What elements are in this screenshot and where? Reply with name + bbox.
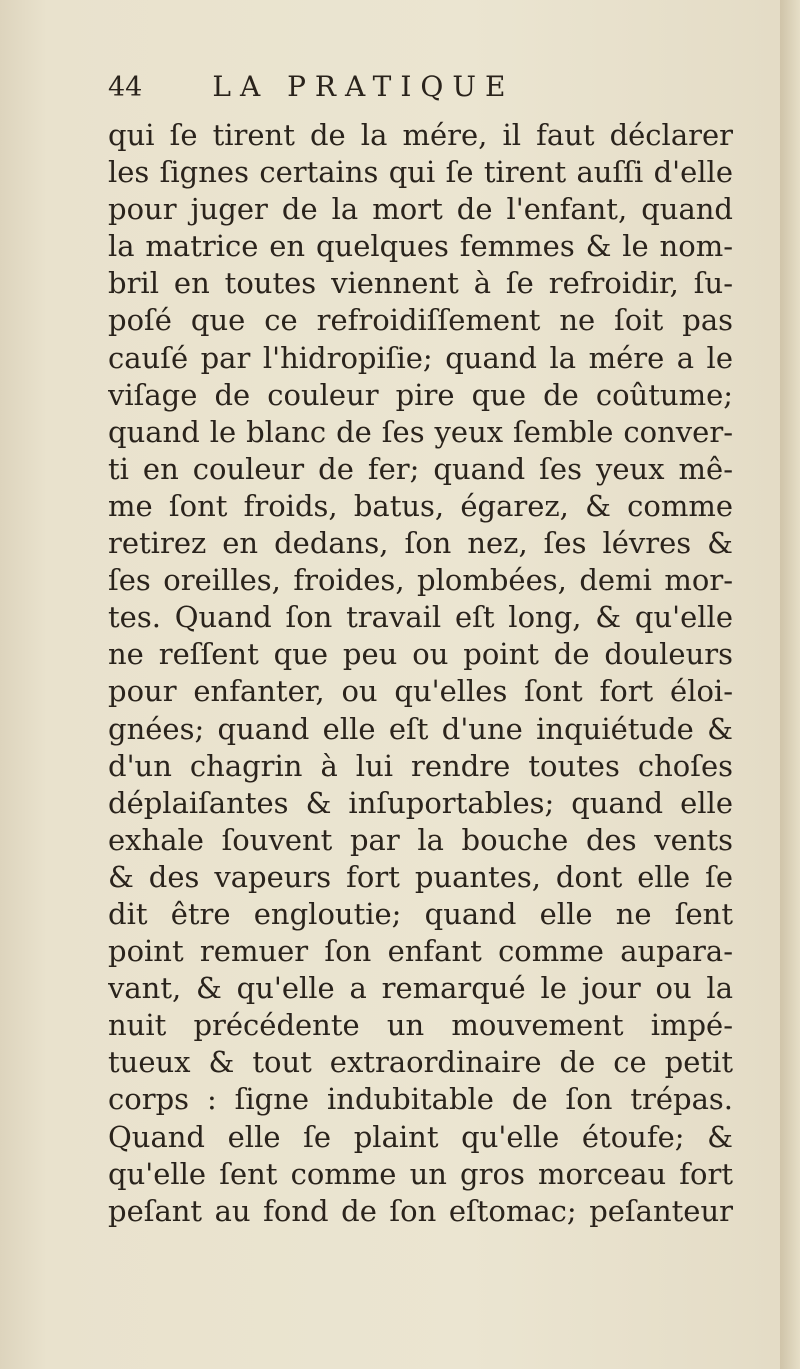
text-line: & des vapeurs fort puantes, dont elle ſe bbox=[108, 859, 733, 894]
text-line: gnées; quand elle eſt d'une inquiétude & bbox=[108, 711, 733, 746]
text-line: vant, & qu'elle a remarqué le jour ou la bbox=[108, 971, 733, 1006]
text-line: exhale ſouvent par la bouche des vents bbox=[108, 822, 733, 857]
text-line: me ſont froids, batus, égarez, & comme bbox=[108, 488, 733, 523]
text-line: d'un chagrin à lui rendre toutes choſes bbox=[108, 748, 733, 783]
text-line: Quand elle ſe plaint qu'elle étoufe; & bbox=[108, 1119, 733, 1154]
text-line: point remuer ſon enfant comme aupara- bbox=[108, 934, 733, 969]
text-line: cauſé par l'hidropiſie; quand la mére a le bbox=[108, 340, 733, 375]
text-line: quand le blanc de ſes yeux ſemble conver- bbox=[108, 414, 733, 449]
page-number: 44 bbox=[108, 72, 143, 103]
text-line: ti en couleur de fer; quand ſes yeux mê- bbox=[108, 451, 733, 486]
running-title: LA PRATIQUE bbox=[212, 70, 515, 103]
text-line: nuit précédente un mouvement impé- bbox=[108, 1008, 733, 1043]
text-line: qui ſe tirent de la mére, il faut déclarer bbox=[108, 118, 733, 152]
body-text bbox=[108, 117, 733, 1230]
text-line: corps : ſigne indubitable de ſon trépas. bbox=[108, 1082, 733, 1117]
text-line: les ſignes certains qui ſe tirent auſſi d'elle bbox=[108, 155, 733, 190]
text-line: pour juger de la mort de l'enfant, quand bbox=[108, 192, 733, 227]
text-line: viſage de couleur pire que de coûtume; bbox=[108, 377, 733, 412]
text-line: ſes oreilles, froides, plombées, demi mor- bbox=[108, 563, 733, 598]
text-line: poſé que ce refroidiſſement ne ſoit pas bbox=[108, 303, 733, 338]
page-header bbox=[108, 70, 514, 110]
text-line: retirez en dedans, ſon nez, ſes lévres & bbox=[108, 526, 733, 561]
page-edge bbox=[780, 0, 800, 1369]
text-line: ne reſſent que peu ou point de douleurs bbox=[108, 637, 733, 672]
text-line: tes. Quand ſon travail eſt long, & qu'elle bbox=[108, 600, 733, 635]
text-line: tueux & tout extraordinaire de ce petit bbox=[108, 1045, 733, 1080]
text-line: la matrice en quelques femmes & le nom- bbox=[108, 229, 733, 264]
text-line: qu'elle ſent comme un gros morceau fort bbox=[108, 1156, 733, 1191]
text-line: dit être engloutie; quand elle ne ſent bbox=[108, 896, 733, 931]
text-line: déplaiſantes & inſuportables; quand elle bbox=[108, 785, 733, 820]
text-line: bril en toutes viennent à ſe refroidir, ſu- bbox=[108, 266, 733, 301]
text-line: pour enfanter, ou qu'elles ſont fort éloi- bbox=[108, 674, 733, 709]
text-line: peſant au fond de ſon eſtomac; peſanteur bbox=[108, 1193, 733, 1228]
